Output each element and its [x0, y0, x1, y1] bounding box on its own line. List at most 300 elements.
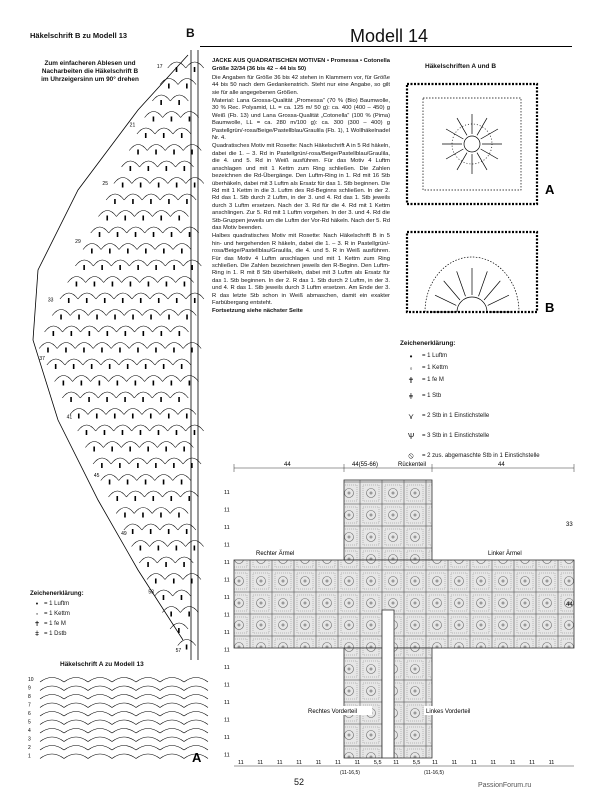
stitch-mark: [101, 463, 103, 468]
petal-stitch: [435, 295, 456, 305]
chain-arc: [64, 746, 88, 751]
chain-arc: [64, 678, 88, 683]
garment-outline: [234, 480, 574, 758]
stitch-mark: [132, 199, 134, 204]
dim-bottom: 11: [296, 760, 302, 766]
dim-bottom: 11: [276, 760, 283, 766]
stitch-mark: [132, 529, 134, 534]
stitch-mark: [109, 364, 111, 369]
chain-arc: [136, 746, 160, 751]
front-opening: [382, 610, 394, 758]
dim-right-mid: 44: [566, 602, 573, 608]
back-label: Rückenteil: [398, 462, 427, 468]
legend-left: Zeichenerklärung: • = 1 Luftm ◦ = 1 Kettm ✝ = 1 fe M ǂ = 1 Dstb: [30, 590, 140, 639]
dim-left: 11: [224, 700, 230, 706]
dim-bottom: 11: [509, 760, 516, 766]
stitch-mark: [145, 249, 147, 254]
stitch-mark: [55, 364, 57, 369]
chain-arc: [40, 720, 64, 725]
chain-arc: [160, 729, 184, 734]
stitch-mark: [104, 298, 106, 303]
motif-b-label: B: [545, 300, 555, 315]
stitch-mark: [176, 430, 178, 435]
stitch-mark: [155, 348, 157, 353]
stitch-mark: [191, 579, 193, 584]
right-front-panel: [344, 648, 382, 758]
dim-left: 11: [224, 630, 230, 636]
chain-arc: [64, 686, 88, 691]
chain-arc: [184, 729, 208, 734]
row-number: 17: [156, 64, 163, 70]
chain-stitch-icon: •: [409, 351, 413, 361]
stitch-mark: [150, 315, 152, 320]
watermark: PassionForum.ru: [478, 782, 532, 789]
stitch-mark: [137, 265, 139, 270]
chain-arc: [88, 754, 112, 759]
chain-arc: [112, 754, 136, 759]
stitch-mark: [191, 463, 193, 468]
chain-arc: [88, 729, 112, 734]
treble-crochet-icon: ǂ: [34, 630, 40, 638]
stitch-mark: [53, 331, 55, 336]
row-number: 1: [28, 753, 31, 760]
chain-arc: [136, 720, 160, 725]
petal-stitch: [446, 129, 463, 139]
chain-arc: [64, 703, 88, 708]
stitch-mark: [83, 348, 85, 353]
chart-a-label: A: [192, 750, 202, 765]
stitch-mark: [47, 348, 49, 353]
chain-arc: [160, 712, 184, 717]
instructions-size: Größe 32/34 (36 bis 42 – 44 bis 50): [212, 66, 307, 73]
row-number: 37: [39, 356, 45, 362]
stitch-mark: [171, 117, 173, 122]
stitch-mark: [150, 199, 152, 204]
chain-arc: [40, 729, 64, 734]
row-number: 5: [28, 719, 31, 726]
petal-stitch: [444, 281, 460, 300]
chain-arc: [160, 754, 184, 759]
stitch-mark: [112, 282, 114, 287]
stitch-mark: [152, 496, 154, 501]
legend-right: [400, 340, 580, 466]
stitch-mark: [127, 480, 129, 485]
chain-stitch-icon: •: [35, 600, 39, 608]
dim-bottom: 11: [335, 760, 341, 766]
row-number: 3: [28, 736, 31, 743]
stitch-mark: [170, 496, 172, 501]
stitch-mark: [153, 381, 155, 386]
chain-arc: [64, 729, 88, 734]
stitch-mark: [106, 397, 108, 402]
chain-arc: [184, 695, 208, 700]
dim-bottom: 11: [238, 760, 244, 766]
chart-a-title: Häkelschrift A zu Modell 13: [60, 661, 144, 668]
stitch-mark: [119, 463, 121, 468]
chain-arc: [112, 712, 136, 717]
stitch-mark: [147, 447, 149, 452]
stitch-mark: [130, 282, 132, 287]
chain-arc: [112, 703, 136, 708]
chain-arc: [64, 720, 88, 725]
stitch-mark: [109, 480, 111, 485]
stitch-mark: [93, 447, 95, 452]
chart-b-outline: [33, 50, 198, 660]
stitch-mark: [114, 199, 116, 204]
dim-left: 11: [224, 717, 230, 724]
dim-left: 11: [224, 752, 230, 759]
stitch-mark: [148, 282, 150, 287]
instructions-continued: Fortsetzung siehe nächster Seite: [212, 308, 303, 315]
row-number: 25: [102, 180, 108, 187]
stitch-mark: [194, 546, 196, 551]
stitch-mark: [142, 216, 144, 221]
chain-arc: [88, 686, 112, 691]
stitch-mark: [191, 265, 193, 270]
stitch-mark: [73, 364, 75, 369]
charts-ab-title: Häkelschriften A und B: [425, 63, 497, 70]
stitch-mark: [99, 232, 101, 237]
chain-arc: [40, 746, 64, 751]
petal-stitch: [446, 149, 463, 159]
stitch-mark: [181, 480, 183, 485]
instructions-heading: JACKE AUS QUADRATISCHEN MOTIVEN • Promessa • Cotonella: [212, 58, 390, 64]
chain-arc: [136, 686, 160, 691]
stitch-mark: [124, 513, 126, 518]
chain-arc: [136, 703, 160, 708]
stitch-mark: [186, 645, 188, 650]
stitch-mark: [132, 414, 134, 419]
stitch-mark: [163, 595, 165, 600]
dim-left: 11: [224, 665, 230, 671]
stitch-mark: [78, 315, 80, 320]
stitch-mark: [150, 414, 152, 419]
stitch-mark: [186, 529, 188, 534]
dim-bottom: 5,5: [412, 760, 421, 766]
row-number: 53: [148, 589, 154, 596]
stitch-mark: [117, 232, 119, 237]
row-number: 9: [28, 685, 31, 692]
stitch-mark: [184, 166, 186, 171]
chain-arc: [88, 695, 112, 700]
stitch-mark: [178, 513, 180, 518]
stitch-mark: [186, 315, 188, 320]
stitch-mark: [181, 249, 183, 254]
chain-arc: [136, 729, 160, 734]
motif-charts: [395, 72, 565, 332]
stitch-mark: [161, 331, 163, 336]
stitch-mark: [129, 447, 131, 452]
dim-bottom: 11: [432, 760, 438, 766]
stitch-mark: [155, 579, 157, 584]
stitch-mark: [63, 381, 65, 386]
instructions-material: Material: Lana Grossa-Qualität „Promessa“ (70 % (Bio) Baumwolle, 30 % Rec. Polyamid, LL = ca. 125 m/ 50 g): ca. 400 (400 – 450) g Weiß (Fb. 13) und Lana Grossa-Qualität „Cotonella“ (100 % (Pima) Baumwolle, LL = ca. 280 m/100 g): ca. 300 (300 – 400) g Pastellgrün/-rosa/Beige/Pastellblau/Graulila (Fb. 1), 1 Wollhäkelnadel Nr. 4.: [212, 98, 390, 142]
dim-bottom-sub-right: (11-16,5): [424, 770, 444, 776]
stitch-mark: [176, 183, 178, 188]
label-left-front: Linkes Vorderteil: [426, 709, 471, 715]
page-number: 52: [294, 777, 305, 787]
chain-arc: [112, 729, 136, 734]
stitch-mark: [163, 249, 165, 254]
petal-stitch: [477, 118, 487, 135]
chain-arc: [40, 686, 64, 691]
back-panel: [344, 480, 432, 560]
row-number: 21: [129, 122, 136, 129]
dim-bottom: 11: [490, 760, 497, 766]
stitch-mark: [171, 381, 173, 386]
stitch-mark: [124, 216, 126, 221]
stitch-mark: [68, 298, 70, 303]
stitch-mark: [107, 331, 109, 336]
petal-stitch: [488, 295, 509, 305]
chain-arc: [88, 737, 112, 742]
stitch-mark: [171, 232, 173, 237]
stitch-mark: [178, 216, 180, 221]
stitch-mark: [188, 496, 190, 501]
stitch-mark: [158, 430, 160, 435]
chain-arc: [136, 712, 160, 717]
chain-arc: [136, 737, 160, 742]
stitch-mark: [137, 348, 139, 353]
chart-b-label: B: [186, 26, 195, 40]
bottom-dimensions: [238, 760, 554, 766]
stitch-mark: [125, 331, 127, 336]
dim-left: 11: [224, 612, 230, 619]
three-dc-icon: Ѱ: [407, 431, 415, 441]
chain-arc: [136, 754, 160, 759]
stitch-mark: [140, 430, 142, 435]
stitch-mark: [173, 150, 175, 155]
chain-arc: [64, 712, 88, 717]
chain-arc: [64, 737, 88, 742]
petal-stitch: [484, 281, 500, 300]
label-right-front: Rechtes Vorderteil: [308, 709, 358, 715]
crochet-chart-b: [18, 40, 208, 668]
chain-arc: [160, 737, 184, 742]
legend-2dc: ⋎ = 2 Stb in 1 Einstichstelle: [400, 406, 580, 426]
dim-left: 11: [224, 682, 230, 689]
chain-arc: [64, 695, 88, 700]
dim-left: 11: [224, 560, 230, 566]
stitch-mark: [163, 364, 165, 369]
stitch-mark: [83, 265, 85, 270]
petal-stitch: [481, 149, 498, 159]
stitch-mark: [188, 612, 190, 617]
label-left-sleeve: Linker Ärmel: [488, 551, 522, 557]
stitch-mark: [173, 265, 175, 270]
stitch-mark: [183, 447, 185, 452]
stitch-mark: [160, 397, 162, 402]
stitch-mark: [104, 430, 106, 435]
stitch-mark: [109, 249, 111, 254]
legend-3dc: Ѱ = 3 Stb in 1 Einstichstelle: [400, 426, 580, 446]
stitch-mark: [94, 282, 96, 287]
petal-stitch: [481, 129, 498, 139]
stitch-mark: [163, 480, 165, 485]
chain-arc: [112, 678, 136, 683]
instructions-intro: Die Angaben für Größe 36 bis 42 stehen in Klammern vor, für Größe 44 bis 50 nach dem Gedankenstrich. Steht nur eine Angabe, so gilt sie für alle angegebenen Größen.: [212, 74, 390, 96]
stitch-mark: [65, 348, 67, 353]
chain-arc: [88, 720, 112, 725]
stitch-mark: [91, 364, 93, 369]
stitch-mark: [142, 397, 144, 402]
dim-left: 11: [224, 577, 230, 584]
stitch-mark: [70, 397, 72, 402]
stitch-mark: [81, 381, 83, 386]
stitch-mark: [189, 381, 191, 386]
dim-left: 11: [224, 735, 230, 741]
row-number: 49: [121, 531, 127, 538]
stitch-mark: [124, 397, 126, 402]
chain-arc: [160, 695, 184, 700]
stitch-mark: [140, 298, 142, 303]
motif-a-chart: [407, 84, 537, 204]
chain-arc: [64, 754, 88, 759]
stitch-mark: [168, 84, 170, 89]
stitch-mark: [178, 628, 180, 633]
stitch-mark: [89, 331, 91, 336]
stitch-mark: [168, 199, 170, 204]
chart-b-title: Häkelschrift B zu Modell 13: [30, 31, 128, 40]
dc-cluster-icon: ⦸: [408, 451, 414, 460]
stitch-mark: [86, 430, 88, 435]
stitch-mark: [132, 315, 134, 320]
chain-arc: [184, 678, 208, 683]
chain-arc: [40, 703, 64, 708]
stitch-mark: [111, 447, 113, 452]
dim-bottom: 11: [548, 760, 555, 766]
stitch-mark: [148, 166, 150, 171]
stitch-mark: [163, 133, 165, 138]
stitch-mark: [155, 265, 157, 270]
stitch-mark: [194, 183, 196, 188]
legend-single: ✝ = 1 fe M: [400, 374, 580, 386]
stitch-mark: [60, 315, 62, 320]
stitch-mark: [137, 463, 139, 468]
stitch-mark: [114, 315, 116, 320]
stitch-mark: [116, 496, 118, 501]
stitch-mark: [122, 298, 124, 303]
stitch-mark: [181, 133, 183, 138]
stitch-mark: [96, 414, 98, 419]
chart-b-stitch-marks: [47, 67, 195, 650]
stitch-mark: [178, 397, 180, 402]
chain-arc: [136, 678, 160, 683]
dim-left: 11: [224, 595, 230, 601]
stitch-mark: [145, 480, 147, 485]
stitch-mark: [186, 414, 188, 419]
stitch-mark: [168, 414, 170, 419]
stitch-mark: [170, 612, 172, 617]
dim-top-left: 44: [284, 462, 291, 468]
dim-bottom: 5,5: [373, 760, 382, 766]
legend-right-title: Zeichenerklärung:: [400, 340, 456, 347]
stitch-mark: [134, 496, 136, 501]
chain-arc: [88, 712, 112, 717]
stitch-mark: [173, 348, 175, 353]
stitch-mark: [165, 562, 167, 567]
label-right-sleeve: Rechter Ärmel: [256, 551, 295, 557]
row-number: 29: [75, 239, 81, 246]
stitch-mark: [158, 183, 160, 188]
dim-bottom-sub-left: (11-16,5): [340, 770, 360, 776]
dim-left: 11: [224, 647, 230, 654]
stitch-mark: [137, 150, 139, 155]
chain-arc: [184, 720, 208, 725]
stitch-mark: [127, 249, 129, 254]
stitch-mark: [153, 232, 155, 237]
legend-slip: ◦ = 1 Kettm: [400, 362, 580, 374]
garment-schematic: [224, 460, 582, 776]
stitch-mark: [140, 546, 142, 551]
legend-left-title: Zeichenerklärung:: [30, 590, 84, 597]
dim-top-back: 44(55-66): [352, 462, 379, 468]
chain-arc: [160, 720, 184, 725]
chain-arc: [160, 686, 184, 691]
model-title: Modell 14: [350, 26, 429, 46]
chain-arc: [136, 695, 160, 700]
stitch-mark: [130, 166, 132, 171]
left-front-panel: [394, 648, 432, 758]
stitch-mark: [135, 381, 137, 386]
chain-arc: [112, 720, 136, 725]
stitch-mark: [142, 513, 144, 518]
legend-dc2tog: ⦸ = 2 zus. abgemaschte Stb in 1 Einstichstelle: [400, 446, 580, 466]
row-number: 7: [28, 702, 31, 709]
chain-arc: [40, 678, 64, 683]
stitch-mark: [114, 414, 116, 419]
chain-arc: [88, 746, 112, 751]
chain-arc: [184, 703, 208, 708]
stitch-mark: [119, 265, 121, 270]
stitch-mark: [143, 331, 145, 336]
chain-arc: [112, 746, 136, 751]
stitch-mark: [153, 117, 155, 122]
dim-bottom: 11: [470, 760, 477, 766]
legend-chain: • = 1 Luftm: [400, 350, 580, 362]
stitch-mark: [122, 183, 124, 188]
petal-stitch: [457, 271, 466, 296]
motif-b-chart: [407, 232, 537, 312]
stitch-mark: [135, 232, 137, 237]
stitch-mark: [181, 595, 183, 600]
dim-bottom: 11: [393, 760, 400, 766]
dim-left: 11: [224, 490, 230, 496]
slip-stitch-icon: ◦: [35, 610, 39, 618]
stitch-mark: [168, 315, 170, 320]
left-dimensions: [224, 490, 230, 759]
stitch-mark: [183, 562, 185, 567]
chain-arc: [160, 703, 184, 708]
stitch-mark: [173, 579, 175, 584]
row-number: 8: [28, 694, 31, 700]
stitch-mark: [101, 265, 103, 270]
instructions-motif-half: Halbes quadratisches Motiv mit Rosette: Nach Häkelschrift B in 5 hin- und hergehenden R häkeln, dabei die 1. – 3. R in Pastellgrün/-rosa/Beige/Pastellblau/Graulila, die 4. und 5. R in Weiß ausführen. Für das Motiv 4 Luftm anschlagen und mit 1 Kettm zum Ring schließen. Die Zahlen bezeichnen jeweils den R-Beginn. Den Luftm-Ring in 1. R mit 8 Stb überhäkeln, dabei mit 3 Luftm als Ersatz für das 1. Stb beginnen. In der 2. R das 1. Stb durch 2 Luftm, in der 3. und 4. R das 1. Stb jeweils durch 3 Luftm ersetzen. Am Ende der 3. R das letzte Stb schon in Weiß abmaschen, damit ein exakter Farbübergang entsteht.: [212, 233, 390, 306]
row-number: 57: [175, 648, 182, 654]
stitch-mark: [78, 414, 80, 419]
crochet-chart-a: [28, 672, 208, 764]
stitch-mark: [176, 298, 178, 303]
stitch-mark: [76, 282, 78, 287]
chain-arc: [40, 712, 64, 717]
row-number: 33: [47, 297, 54, 304]
chain-arc: [184, 737, 208, 742]
petal-stitch: [479, 271, 488, 296]
chain-arc: [112, 686, 136, 691]
dim-bottom: 11: [257, 760, 264, 766]
stitch-mark: [86, 298, 88, 303]
stitch-mark: [191, 348, 193, 353]
